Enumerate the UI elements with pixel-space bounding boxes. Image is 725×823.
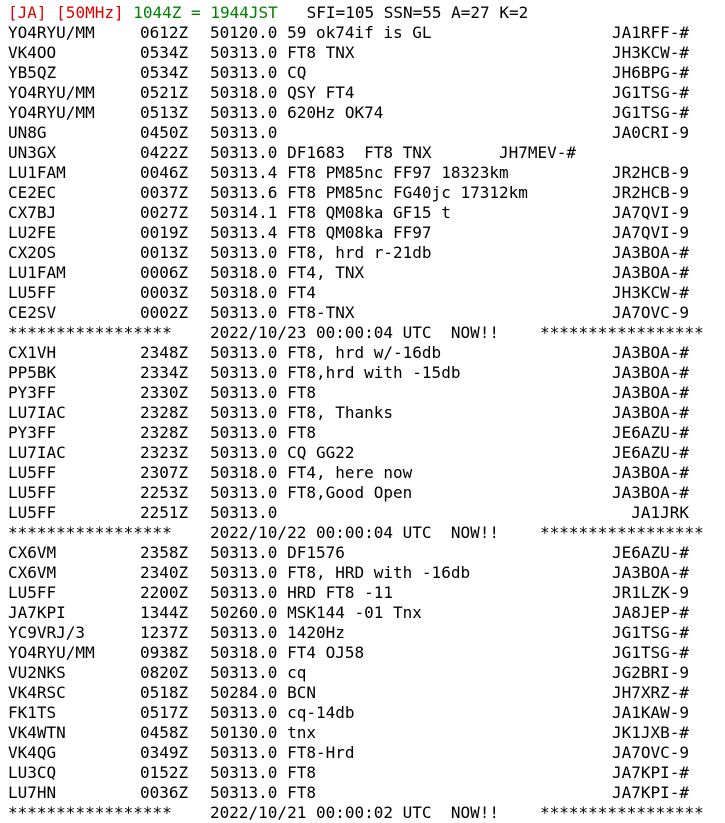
spot-row <box>0 283 725 303</box>
spotter-callsign: JA3BOA-# <box>611 563 689 582</box>
spot-info: 50313.0 1420Hz <box>210 623 345 642</box>
spot-time: 0450Z <box>140 123 189 142</box>
dx-callsign: LU5FF <box>8 283 57 302</box>
spot-row <box>0 43 725 63</box>
spot-info: 50313.4 FT8 QM08ka FF97 <box>210 223 432 242</box>
spotter-callsign: JE6AZU-# <box>611 543 689 562</box>
spotter-callsign: JG1TSG-# <box>611 83 689 102</box>
dx-callsign: VK4QG <box>8 743 57 762</box>
spot-info: 50260.0 MSK144 -01 Tnx <box>210 603 422 622</box>
spot-row <box>0 543 725 563</box>
spot-row <box>0 303 725 323</box>
spot-time: 0019Z <box>140 223 189 242</box>
spot-row <box>0 663 725 683</box>
spotter-callsign: JE6AZU-# <box>611 423 689 442</box>
spot-row <box>0 723 725 743</box>
spot-time: 2358Z <box>140 543 189 562</box>
spot-info: 50313.0 FT8 <box>210 763 316 782</box>
spot-info: 50314.1 FT8 QM08ka GF15 t <box>210 203 451 222</box>
spot-time: 0534Z <box>140 43 189 62</box>
spotter-callsign: JA7OVC-9 <box>611 303 689 322</box>
spot-time: 2348Z <box>140 343 189 362</box>
spot-info: 50313.0 FT8 TNX <box>210 43 355 62</box>
dx-callsign: YB5QZ <box>8 63 57 82</box>
dx-callsign: VK4OO <box>8 43 57 62</box>
dx-callsign: UN8G <box>8 123 47 142</box>
spot-info: 50313.0 cq <box>210 663 307 682</box>
spot-row <box>0 383 725 403</box>
spotter-callsign: JA3BOA-# <box>611 463 689 482</box>
dx-callsign: LU7IAC <box>8 403 66 422</box>
spotter-callsign: JH3KCW-# <box>611 283 689 302</box>
spot-info: 50313.0 HRD FT8 -11 <box>210 583 394 602</box>
spotter-callsign: JA3BOA-# <box>611 243 689 262</box>
spotter-callsign: JA3BOA-# <box>611 483 689 502</box>
dx-callsign: YO4RYU/MM <box>8 103 95 122</box>
spot-row <box>0 703 725 723</box>
spot-time: 1344Z <box>140 603 189 622</box>
date-separator <box>0 523 725 543</box>
dx-callsign: CX7BJ <box>8 203 57 222</box>
dx-callsign: YO4RYU/MM <box>8 23 95 42</box>
separator-stars: ***************** <box>8 523 172 542</box>
time-readout: 1044Z = 1944JST <box>133 3 278 22</box>
spotter-callsign: JA1JRK <box>631 503 689 522</box>
spot-row <box>0 403 725 423</box>
spotter-callsign: JR2HCB-9 <box>611 183 689 202</box>
spotter-callsign: JG1TSG-# <box>611 643 689 662</box>
spot-time: 2200Z <box>140 583 189 602</box>
spot-row <box>0 443 725 463</box>
separator-date: 2022/10/23 00:00:04 UTC NOW!! <box>210 323 499 342</box>
solar-conditions: SFI=105 SSN=55 A=27 K=2 <box>306 3 529 22</box>
spot-row <box>0 763 725 783</box>
spotter-callsign: JR2HCB-9 <box>611 163 689 182</box>
dx-callsign: LU1FAM <box>8 263 66 282</box>
spot-info: 50313.0 FT8-Hrd <box>210 743 355 762</box>
spot-row <box>0 683 725 703</box>
spot-time: 0037Z <box>140 183 189 202</box>
spot-row <box>0 223 725 243</box>
dx-callsign: VK4WTN <box>8 723 66 742</box>
spot-info: 50284.0 BCN <box>210 683 316 702</box>
date-separator <box>0 323 725 343</box>
spot-row <box>0 143 725 163</box>
dx-callsign: LU5FF <box>8 483 57 502</box>
spot-row <box>0 63 725 83</box>
spot-row <box>0 583 725 603</box>
separator-stars: ***************** <box>540 523 704 542</box>
dx-callsign: YC9VRJ/3 <box>8 623 86 642</box>
spot-time: 0002Z <box>140 303 189 322</box>
spot-info: 50318.0 FT4 OJ58 <box>210 643 365 662</box>
spot-time: 2328Z <box>140 403 189 422</box>
spot-time: 0036Z <box>140 783 189 802</box>
spotter-callsign: JA3BOA-# <box>611 343 689 362</box>
separator-stars: ***************** <box>8 323 172 342</box>
spot-info: 50313.0 CQ <box>210 63 307 82</box>
spot-row <box>0 123 725 143</box>
spot-time: 2334Z <box>140 363 189 382</box>
spot-row <box>0 563 725 583</box>
spotter-callsign: JH6BPG-# <box>611 63 689 82</box>
spotter-callsign: JG1TSG-# <box>611 623 689 642</box>
spot-time: 0521Z <box>140 83 189 102</box>
spot-row <box>0 103 725 123</box>
spot-time: 0349Z <box>140 743 189 762</box>
spot-info: 50120.0 59 ok74if is GL <box>210 23 432 42</box>
separator-date: 2022/10/21 00:00:02 UTC NOW!! <box>210 803 499 822</box>
spotter-callsign: JE6AZU-# <box>611 443 689 462</box>
spot-info: 50313.0 <box>210 503 278 522</box>
spot-row <box>0 203 725 223</box>
spotter-callsign: JA7KPI-# <box>611 763 689 782</box>
spot-info: 50318.0 FT4, here now <box>210 463 413 482</box>
header-line <box>8 3 528 23</box>
spot-info: 50318.0 FT4 <box>210 283 316 302</box>
spot-row <box>0 463 725 483</box>
spot-row <box>0 743 725 763</box>
spot-info: 50313.0 cq-14db <box>210 703 355 722</box>
spot-time: 0027Z <box>140 203 189 222</box>
dx-callsign: PP5BK <box>8 363 57 382</box>
spotter-callsign: JH3KCW-# <box>611 43 689 62</box>
separator-stars: ***************** <box>540 323 704 342</box>
spot-row <box>0 623 725 643</box>
spot-time: 1237Z <box>140 623 189 642</box>
spotter-callsign: JA3BOA-# <box>611 263 689 282</box>
spot-info: 50313.4 FT8 PM85nc FF97 18323km <box>210 163 509 182</box>
spotter-callsign: JA1RFF-# <box>611 23 689 42</box>
spot-info: 50313.0 FT8-TNX <box>210 303 355 322</box>
band-label: [50MHz] <box>56 3 124 22</box>
spot-time: 0612Z <box>140 23 189 42</box>
spot-time: 0938Z <box>140 643 189 662</box>
date-separator <box>0 803 725 823</box>
spot-info: 50313.0 FT8, HRD with -16db <box>210 563 471 582</box>
spot-info: 50318.0 QSY FT4 <box>210 83 355 102</box>
spot-time: 0422Z <box>140 143 189 162</box>
spotter-callsign: JA0CRI-9 <box>611 123 689 142</box>
dx-callsign: CE2SV <box>8 303 57 322</box>
dx-callsign: LU5FF <box>8 583 57 602</box>
spot-row <box>0 643 725 663</box>
spot-row <box>0 263 725 283</box>
spot-time: 2307Z <box>140 463 189 482</box>
dx-callsign: CX6VM <box>8 543 57 562</box>
spot-time: 0534Z <box>140 63 189 82</box>
spot-row <box>0 783 725 803</box>
dx-callsign: CX1VH <box>8 343 57 362</box>
spot-info: 50130.0 tnx <box>210 723 316 742</box>
dx-callsign: FK1TS <box>8 703 57 722</box>
spot-time: 0513Z <box>140 103 189 122</box>
spot-info: 50318.0 FT4, TNX <box>210 263 365 282</box>
spotter-callsign: JG1TSG-# <box>611 103 689 122</box>
spot-info: 50313.0 FT8 <box>210 383 316 402</box>
spotter-callsign: JA3BOA-# <box>611 383 689 402</box>
spot-time: 0820Z <box>140 663 189 682</box>
spot-info: 50313.0 FT8, hrd r-21db <box>210 243 432 262</box>
spot-row <box>0 363 725 383</box>
dx-callsign: LU7HN <box>8 783 57 802</box>
spot-info: 50313.0 FT8,hrd with -15db <box>210 363 461 382</box>
spot-time: 0458Z <box>140 723 189 742</box>
separator-stars: ***************** <box>8 803 172 822</box>
separator-date: 2022/10/22 00:00:04 UTC NOW!! <box>210 523 499 542</box>
spot-info: 50313.0 FT8, Thanks <box>210 403 394 422</box>
spot-row <box>0 163 725 183</box>
spotter-callsign: JA3BOA-# <box>611 403 689 422</box>
spotter-callsign: JA3BOA-# <box>611 363 689 382</box>
spot-row <box>0 483 725 503</box>
spot-info: 50313.0 DF1683 FT8 TNX JH7MEV-# <box>210 143 577 162</box>
spot-time: 0003Z <box>140 283 189 302</box>
spot-row <box>0 503 725 523</box>
spot-time: 2328Z <box>140 423 189 442</box>
dx-callsign: LU3CQ <box>8 763 57 782</box>
spot-info: 50313.0 CQ GG22 <box>210 443 355 462</box>
separator-stars: ***************** <box>540 803 704 822</box>
spot-row <box>0 243 725 263</box>
spotter-callsign: JG2BRI-9 <box>611 663 689 682</box>
dx-callsign: LU5FF <box>8 503 57 522</box>
dx-callsign: UN3GX <box>8 143 57 162</box>
region-label: [JA] <box>8 3 47 22</box>
spot-row <box>0 183 725 203</box>
spot-time: 0046Z <box>140 163 189 182</box>
spot-time: 2323Z <box>140 443 189 462</box>
spot-time: 2340Z <box>140 563 189 582</box>
spot-time: 0152Z <box>140 763 189 782</box>
dx-callsign: PY3FF <box>8 423 57 442</box>
spot-time: 0518Z <box>140 683 189 702</box>
spot-info: 50313.0 FT8 <box>210 783 316 802</box>
dx-callsign: CE2EC <box>8 183 57 202</box>
spot-info: 50313.0 FT8 <box>210 423 316 442</box>
spotter-callsign: JA7QVI-9 <box>611 223 689 242</box>
spotter-callsign: JH7XRZ-# <box>611 683 689 702</box>
spot-time: 0517Z <box>140 703 189 722</box>
dx-callsign: LU1FAM <box>8 163 66 182</box>
spot-row <box>0 343 725 363</box>
spotter-callsign: JA8JEP-# <box>611 603 689 622</box>
spotter-callsign: JA1KAW-9 <box>611 703 689 722</box>
spot-info: 50313.0 620Hz OK74 <box>210 103 384 122</box>
spot-info: 50313.0 FT8,Good Open <box>210 483 413 502</box>
spot-time: 0013Z <box>140 243 189 262</box>
spot-info: 50313.6 FT8 PM85nc FG40jc 17312km <box>210 183 528 202</box>
dx-callsign: CX6VM <box>8 563 57 582</box>
dx-callsign: PY3FF <box>8 383 57 402</box>
spot-time: 0006Z <box>140 263 189 282</box>
spot-time: 2253Z <box>140 483 189 502</box>
spot-info: 50313.0 <box>210 123 278 142</box>
dx-callsign: LU2FE <box>8 223 57 242</box>
spot-info: 50313.0 FT8, hrd w/-16db <box>210 343 442 362</box>
dx-callsign: VU2NKS <box>8 663 66 682</box>
spot-row <box>0 23 725 43</box>
dx-callsign: JA7KPI <box>8 603 66 622</box>
dx-callsign: LU5FF <box>8 463 57 482</box>
spotter-callsign: JA7QVI-9 <box>611 203 689 222</box>
dx-callsign: LU7IAC <box>8 443 66 462</box>
spotter-callsign: JR1LZK-9 <box>611 583 689 602</box>
spot-row <box>0 603 725 623</box>
spotter-callsign: JA7OVC-9 <box>611 743 689 762</box>
spot-time: 2251Z <box>140 503 189 522</box>
spotter-callsign: JK1JXB-# <box>611 723 689 742</box>
dx-callsign: VK4RSC <box>8 683 66 702</box>
spot-row <box>0 423 725 443</box>
dx-callsign: CX2OS <box>8 243 57 262</box>
spot-time: 2330Z <box>140 383 189 402</box>
spot-row <box>0 83 725 103</box>
spot-info: 50313.0 DF1576 <box>210 543 345 562</box>
dx-callsign: YO4RYU/MM <box>8 643 95 662</box>
spotter-callsign: JA7KPI-# <box>611 783 689 802</box>
dx-callsign: YO4RYU/MM <box>8 83 95 102</box>
